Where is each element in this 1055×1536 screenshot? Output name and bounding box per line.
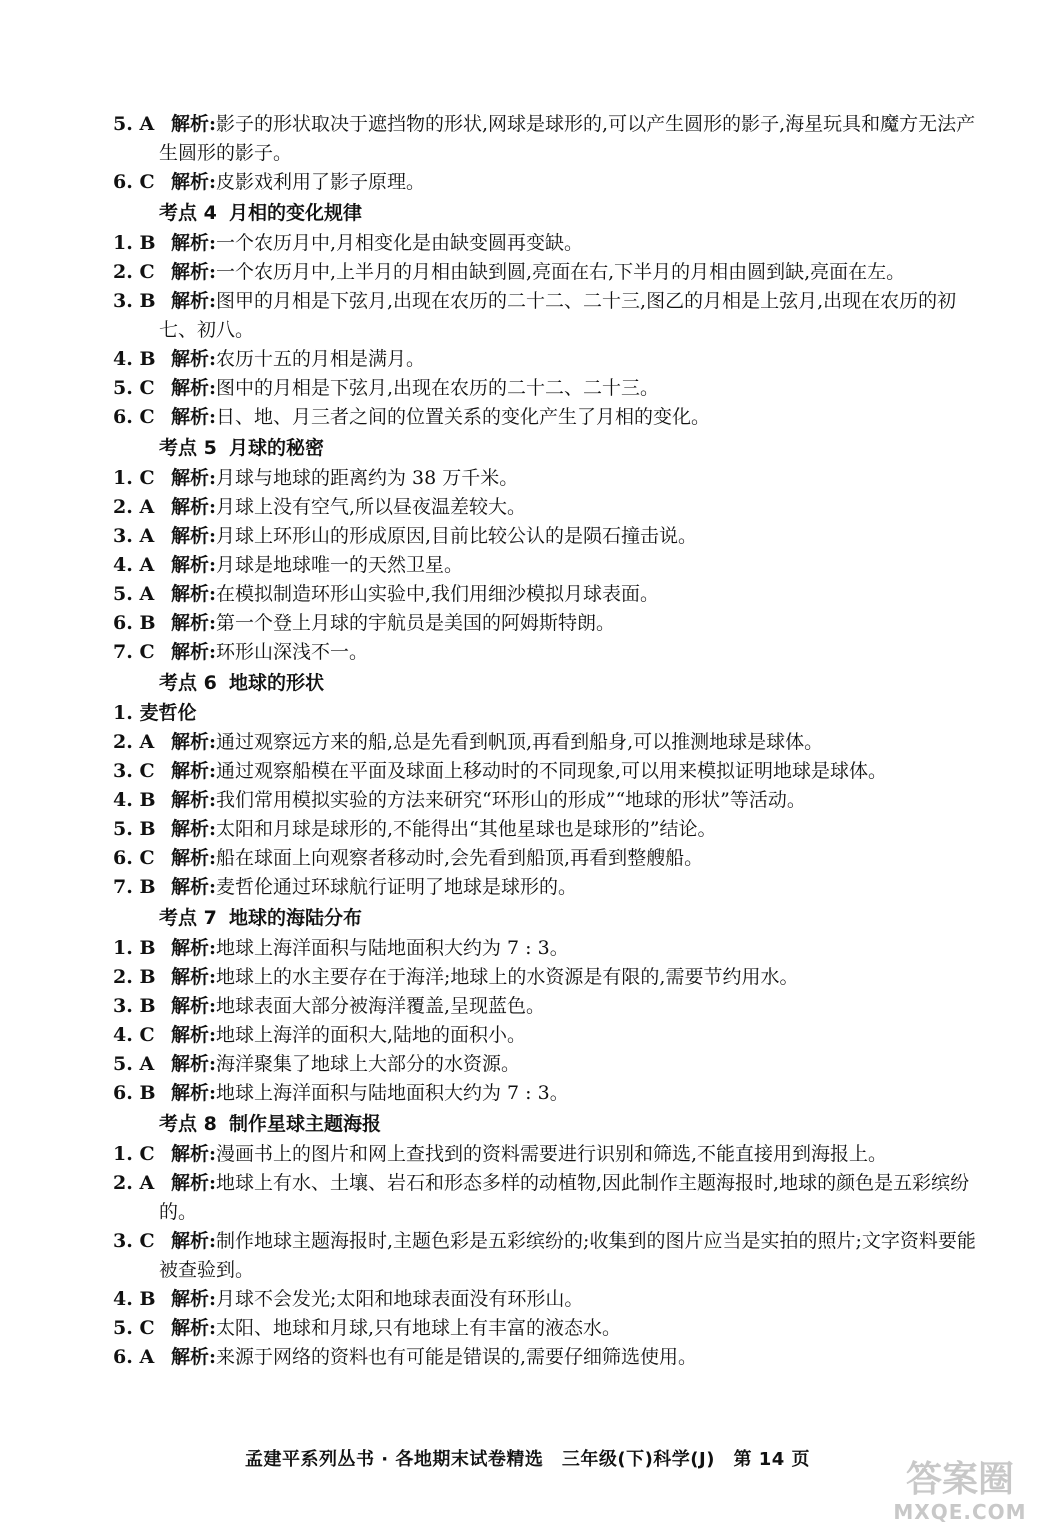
- explanation-label: 解析:: [171, 290, 217, 312]
- explanation-label: 解析:: [171, 818, 217, 840]
- explanation-text: 月球是地球唯一的天然卫星。: [216, 554, 464, 576]
- explanation-label: 解析:: [171, 1317, 217, 1339]
- answer-item: [113, 609, 988, 638]
- answer-number: 5. A: [113, 583, 155, 605]
- explanation-label: 解析:: [171, 641, 217, 663]
- answer-number: 3. A: [113, 525, 155, 547]
- explanation-label: 解析:: [171, 1024, 217, 1046]
- explanation-text: 图中的月相是下弦月,出现在农历的二十二、二十三。: [216, 377, 660, 399]
- explanation-label: 解析:: [171, 232, 217, 254]
- section-number: 考点 6: [159, 672, 217, 694]
- answer-number: 7. C: [113, 641, 155, 663]
- answer-item: [113, 1314, 988, 1343]
- answer-item: [113, 844, 988, 873]
- explanation-label: 解析:: [171, 261, 217, 283]
- answer-number: 3. B: [113, 290, 156, 312]
- answer-item: [113, 403, 988, 432]
- section-heading: [113, 198, 988, 228]
- explanation-text: 海洋聚集了地球上大部分的水资源。: [216, 1053, 521, 1075]
- explanation-label: 解析:: [171, 995, 217, 1017]
- explanation-text: 月球不会发光;太阳和地球表面没有环形山。: [216, 1288, 584, 1310]
- answer-number: 2. C: [113, 261, 155, 283]
- answer-number: 4. B: [113, 789, 156, 811]
- explanation-label: 解析:: [171, 1346, 217, 1368]
- explanation-text: 影子的形状取决于遮挡物的形状,网球是球形的,可以产生圆形的影子,海星玩具和魔方无法产生圆形的影子。: [159, 113, 976, 164]
- explanation-label: 解析:: [171, 612, 217, 634]
- section-title: 月相的变化规律: [229, 202, 363, 224]
- answer-item: [113, 1079, 988, 1108]
- answer-item: [113, 873, 988, 902]
- answer-item: [113, 229, 988, 258]
- explanation-text: 农历十五的月相是满月。: [216, 348, 426, 370]
- answer-number: 6. C: [113, 406, 155, 428]
- explanation-label: 解析:: [171, 876, 217, 898]
- section-title: 制作星球主题海报: [229, 1113, 382, 1135]
- answer-number: 4. C: [113, 1024, 155, 1046]
- explanation-label: 解析:: [171, 1288, 217, 1310]
- answer-item: [113, 1021, 988, 1050]
- section-heading: [113, 668, 988, 698]
- explanation-text: 麦哲伦通过环球航行证明了地球是球形的。: [216, 876, 578, 898]
- explanation-text: 皮影戏利用了影子原理。: [216, 171, 426, 193]
- explanation-text: 太阳、地球和月球,只有地球上有丰富的液态水。: [216, 1317, 622, 1339]
- section-heading: [113, 433, 988, 463]
- explanation-text: 来源于网络的资料也有可能是错误的,需要仔细筛选使用。: [216, 1346, 698, 1368]
- watermark-top-text: 答案圈: [905, 1459, 1014, 1500]
- section-title: 地球的形状: [229, 672, 325, 694]
- answer-number: 3. C: [113, 760, 155, 782]
- explanation-text: 地球上有水、土壤、岩石和形态多样的动植物,因此制作主题海报时,地球的颜色是五彩缤纷的。: [159, 1172, 970, 1223]
- explanation-label: 解析:: [171, 731, 217, 753]
- explanation-label: 解析:: [171, 554, 217, 576]
- explanation-text: 图甲的月相是下弦月,出现在农历的二十二、二十三,图乙的月相是上弦月,出现在农历的初七、初八。: [159, 290, 957, 341]
- explanation-label: 解析:: [171, 467, 217, 489]
- section-number: 考点 5: [159, 437, 217, 459]
- answer-item: [113, 992, 988, 1021]
- explanation-label: 解析:: [171, 1172, 217, 1194]
- answer-number: 5. A: [113, 113, 155, 135]
- answer-number: 1. 麦哲伦: [113, 702, 197, 724]
- answer-number: 5. C: [113, 1317, 155, 1339]
- explanation-text: 一个农历月中,月相变化是由缺变圆再变缺。: [216, 232, 584, 254]
- answer-content: [113, 110, 988, 1372]
- explanation-label: 解析:: [171, 1230, 217, 1252]
- answer-number: 6. B: [113, 1082, 156, 1104]
- explanation-text: 月球上环形山的形成原因,目前比较公认的是陨石撞击说。: [216, 525, 698, 547]
- answer-item: [113, 1343, 988, 1372]
- explanation-label: 解析:: [171, 525, 217, 547]
- explanation-label: 解析:: [171, 966, 217, 988]
- answer-number: 5. C: [113, 377, 155, 399]
- answer-number: 5. A: [113, 1053, 155, 1075]
- answer-item: [113, 699, 988, 728]
- explanation-label: 解析:: [171, 113, 217, 135]
- answer-item: [113, 1285, 988, 1314]
- answer-item: [113, 757, 988, 786]
- explanation-label: 解析:: [171, 496, 217, 518]
- answer-item: [113, 580, 988, 609]
- explanation-text: 第一个登上月球的宇航员是美国的阿姆斯特朗。: [216, 612, 616, 634]
- answer-item: [113, 1227, 988, 1285]
- explanation-text: 船在球面上向观察者移动时,会先看到船顶,再看到整艘船。: [216, 847, 704, 869]
- answer-number: 4. B: [113, 1288, 156, 1310]
- answer-item: [113, 1140, 988, 1169]
- section-number: 考点 7: [159, 907, 217, 929]
- explanation-text: 地球上海洋的面积大,陆地的面积小。: [216, 1024, 527, 1046]
- answer-number: 1. C: [113, 1143, 155, 1165]
- watermark-logo: [885, 1460, 1035, 1528]
- answer-item: [113, 345, 988, 374]
- answer-number: 1. B: [113, 937, 156, 959]
- answer-number: 6. A: [113, 1346, 155, 1368]
- answer-number: 6. B: [113, 612, 156, 634]
- answer-item: [113, 110, 988, 168]
- answer-item: [113, 168, 988, 197]
- explanation-text: 一个农历月中,上半月的月相由缺到圆,亮面在右,下半月的月相由圆到缺,亮面在左。: [216, 261, 906, 283]
- explanation-label: 解析:: [171, 937, 217, 959]
- answer-item: [113, 1050, 988, 1079]
- section-number: 考点 8: [159, 1113, 217, 1135]
- answer-item: [113, 1169, 988, 1227]
- page-footer: 孟建平系列丛书 · 各地期末试卷精选 三年级(下)科学(J) 第 14 页: [244, 1449, 811, 1470]
- watermark-bottom-text: MXQE.COM: [893, 1500, 1027, 1524]
- explanation-text: 月球与地球的距离约为 38 万千米。: [216, 467, 519, 489]
- explanation-text: 我们常用模拟实验的方法来研究“环形山的形成”“地球的形状”等活动。: [216, 789, 806, 811]
- explanation-text: 环形山深浅不一。: [216, 641, 369, 663]
- explanation-label: 解析:: [171, 847, 217, 869]
- answer-number: 2. A: [113, 496, 155, 518]
- explanation-text: 地球上的水主要存在于海洋;地球上的水资源是有限的,需要节约用水。: [216, 966, 799, 988]
- explanation-text: 漫画书上的图片和网上查找到的资料需要进行识别和筛选,不能直接用到海报上。: [216, 1143, 888, 1165]
- explanation-label: 解析:: [171, 348, 217, 370]
- answer-item: [113, 815, 988, 844]
- explanation-text: 日、地、月三者之间的位置关系的变化产生了月相的变化。: [216, 406, 711, 428]
- answer-item: [113, 963, 988, 992]
- section-heading: [113, 1109, 988, 1139]
- answer-item: [113, 551, 988, 580]
- section-title: 地球的海陆分布: [229, 907, 363, 929]
- answer-number: 3. C: [113, 1230, 155, 1252]
- explanation-text: 地球上海洋面积与陆地面积大约为 7 : 3。: [216, 937, 569, 959]
- answer-item: [113, 934, 988, 963]
- answer-item: [113, 493, 988, 522]
- answer-number: 2. A: [113, 1172, 155, 1194]
- explanation-label: 解析:: [171, 377, 217, 399]
- answer-item: [113, 258, 988, 287]
- explanation-label: 解析:: [171, 583, 217, 605]
- answer-number: 4. A: [113, 554, 155, 576]
- answer-item: [113, 374, 988, 403]
- explanation-label: 解析:: [171, 1143, 217, 1165]
- explanation-text: 通过观察远方来的船,总是先看到帆顶,再看到船身,可以推测地球是球体。: [216, 731, 824, 753]
- answer-number: 4. B: [113, 348, 156, 370]
- explanation-text: 制作地球主题海报时,主题色彩是五彩缤纷的;收集到的图片应当是实拍的照片;文字资料要能被查验到。: [159, 1230, 976, 1281]
- answer-item: [113, 786, 988, 815]
- explanation-label: 解析:: [171, 171, 217, 193]
- explanation-text: 太阳和月球是球形的,不能得出“其他星球也是球形的”结论。: [216, 818, 717, 840]
- answer-item: [113, 287, 988, 345]
- answer-number: 6. C: [113, 171, 155, 193]
- answer-number: 5. B: [113, 818, 156, 840]
- explanation-label: 解析:: [171, 1082, 217, 1104]
- answer-number: 2. B: [113, 966, 156, 988]
- explanation-label: 解析:: [171, 760, 217, 782]
- answer-item: [113, 522, 988, 551]
- section-title: 月球的秘密: [229, 437, 325, 459]
- section-number: 考点 4: [159, 202, 217, 224]
- explanation-label: 解析:: [171, 789, 217, 811]
- answer-number: 7. B: [113, 876, 156, 898]
- explanation-text: 通过观察船模在平面及球面上移动时的不同现象,可以用来模拟证明地球是球体。: [216, 760, 888, 782]
- explanation-label: 解析:: [171, 1053, 217, 1075]
- answer-number: 1. B: [113, 232, 156, 254]
- explanation-text: 月球上没有空气,所以昼夜温差较大。: [216, 496, 527, 518]
- answer-number: 2. A: [113, 731, 155, 753]
- section-heading: [113, 903, 988, 933]
- answer-number: 1. C: [113, 467, 155, 489]
- answer-number: 3. B: [113, 995, 156, 1017]
- explanation-text: 地球上海洋面积与陆地面积大约为 7 : 3。: [216, 1082, 569, 1104]
- answer-item: [113, 464, 988, 493]
- explanation-text: 在模拟制造环形山实验中,我们用细沙模拟月球表面。: [216, 583, 660, 605]
- explanation-text: 地球表面大部分被海洋覆盖,呈现蓝色。: [216, 995, 546, 1017]
- answer-item: [113, 638, 988, 667]
- answer-item: [113, 728, 988, 757]
- answer-number: 6. C: [113, 847, 155, 869]
- explanation-label: 解析:: [171, 406, 217, 428]
